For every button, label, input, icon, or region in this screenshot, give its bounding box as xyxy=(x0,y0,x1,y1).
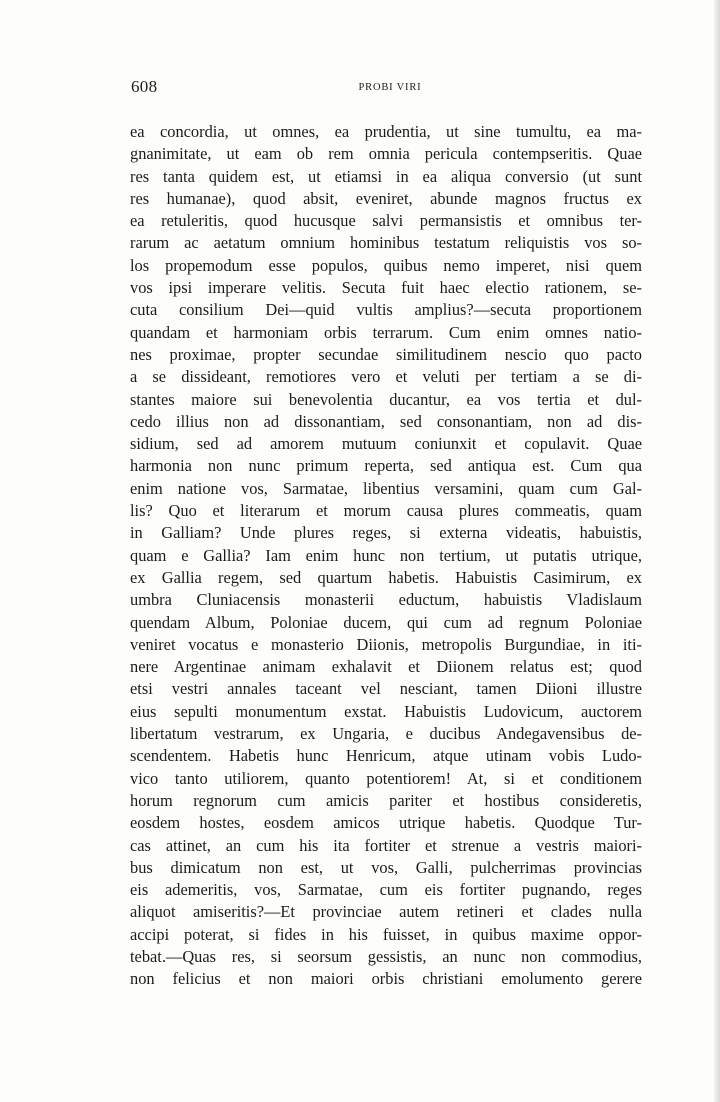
body-text xyxy=(130,121,642,991)
text-line: nes proximae, propter secundae similitudinem nescio quo pacto xyxy=(130,344,642,364)
text-line: eius sepulti monumentum exstat. Habuistis Ludovicum, auctorem xyxy=(130,701,642,721)
text-line: in Galliam? Unde plures reges, si externa videatis, habuistis, xyxy=(130,523,642,543)
text-line: cedo illius non ad dissonantiam, sed consonantiam, non ad dis- xyxy=(130,411,642,431)
text-line: umbra Cluniacensis monasterii eductum, habuistis Vladislaum xyxy=(130,590,642,610)
text-line: res tanta quidem est, ut etiamsi in ea aliqua conversio (ut sunt xyxy=(130,166,642,186)
text-line: libertatum vestrarum, ex Ungaria, e ducibus Andegavensibus de- xyxy=(130,724,642,744)
text-line: tebat.—Quas res, si seorsum gessistis, an nunc non commodius, xyxy=(130,946,642,966)
text-line: enim natione vos, Sarmatae, libentius versamini, quam cum Gal- xyxy=(130,478,642,498)
text-line: rarum ac aetatum omnium hominibus testatum reliquistis vos so- xyxy=(130,233,642,253)
text-line: ea retuleritis, quod hucusque salvi permansistis et omnibus ter- xyxy=(130,211,642,231)
text-line: bus dimicatum non est, ut vos, Galli, pulcherrimas provincias xyxy=(130,857,642,877)
text-line: accipi poterat, si fides in his fuisset, in quibus maxime oppor- xyxy=(130,924,642,944)
text-line: scendentem. Habetis hunc Henricum, atque utinam vobis Ludo- xyxy=(130,746,642,766)
text-line: vos ipsi imperare velitis. Secuta fuit haec electio rationem, se- xyxy=(130,278,642,298)
text-line: horum regnorum cum amicis pariter et hostibus consideretis, xyxy=(130,790,642,810)
text-line: los propemodum esse populos, quibus nemo imperet, nisi quem xyxy=(130,255,642,275)
text-line: quendam Album, Poloniae ducem, qui cum ad regnum Poloniae xyxy=(130,612,642,632)
text-line: vico tanto utiliorem, quanto potentiorem! At, si et conditionem xyxy=(130,768,642,788)
text-line: lis? Quo et literarum et morum causa plures commeatis, quam xyxy=(130,501,642,521)
running-title: PROBI VIRI xyxy=(358,82,422,93)
text-line: cas attinet, an cum his ita fortiter et strenue a vestris maiori- xyxy=(130,835,642,855)
text-line: a se dissideant, remotiores vero et veluti per tertiam a se di- xyxy=(130,367,642,387)
text-line: res humanae), quod absit, eveniret, abunde magnos fructus ex xyxy=(130,188,642,208)
text-line: quandam et harmoniam orbis terrarum. Cum enim omnes natio- xyxy=(130,322,642,342)
text-line: aliquot amiseritis?—Et provinciae autem retineri et clades nulla xyxy=(130,902,642,922)
page-number: 608 xyxy=(131,77,158,96)
text-line: ea concordia, ut omnes, ea prudentia, ut sine tumultu, ea ma- xyxy=(130,122,642,141)
text-line: etsi vestri annales taceant vel nesciant, tamen Diioni illustre xyxy=(130,679,642,699)
text-line: eis ademeritis, vos, Sarmatae, cum eis fortiter pugnando, reges xyxy=(130,880,642,900)
text-line: eosdem hostes, eosdem amicos utrique habetis. Quodque Tur- xyxy=(130,813,642,833)
text-line: cuta consilium Dei—quid vultis amplius?—secuta proportionem xyxy=(130,300,642,320)
text-line: veniret vocatus e monasterio Diionis, metropolis Burgundiae, in iti- xyxy=(130,634,642,654)
text-line: sidium, sed ad amorem mutuum coniunxit et copulavit. Quae xyxy=(130,434,642,454)
text-line: stantes maiore sui benevolentia ducantur, ea vos tertia et dul- xyxy=(130,389,642,409)
text-line: harmonia non nunc primum reperta, sed antiqua est. Cum qua xyxy=(130,456,642,476)
text-line: ex Gallia regem, sed quartum habetis. Habuistis Casimirum, ex xyxy=(130,567,642,587)
text-line: quam e Gallia? Iam enim hunc non tertium, ut putatis utrique, xyxy=(130,545,642,565)
text-line: non felicius et non maiori orbis christiani emolumento gerere xyxy=(130,969,642,989)
text-line: nere Argentinae animam exhalavit et Diionem relatus est; quod xyxy=(130,657,642,677)
text-line: gnanimitate, ut eam ob rem omnia pericula contempseritis. Quae xyxy=(130,144,642,164)
page-edge-shadow xyxy=(714,0,720,1102)
